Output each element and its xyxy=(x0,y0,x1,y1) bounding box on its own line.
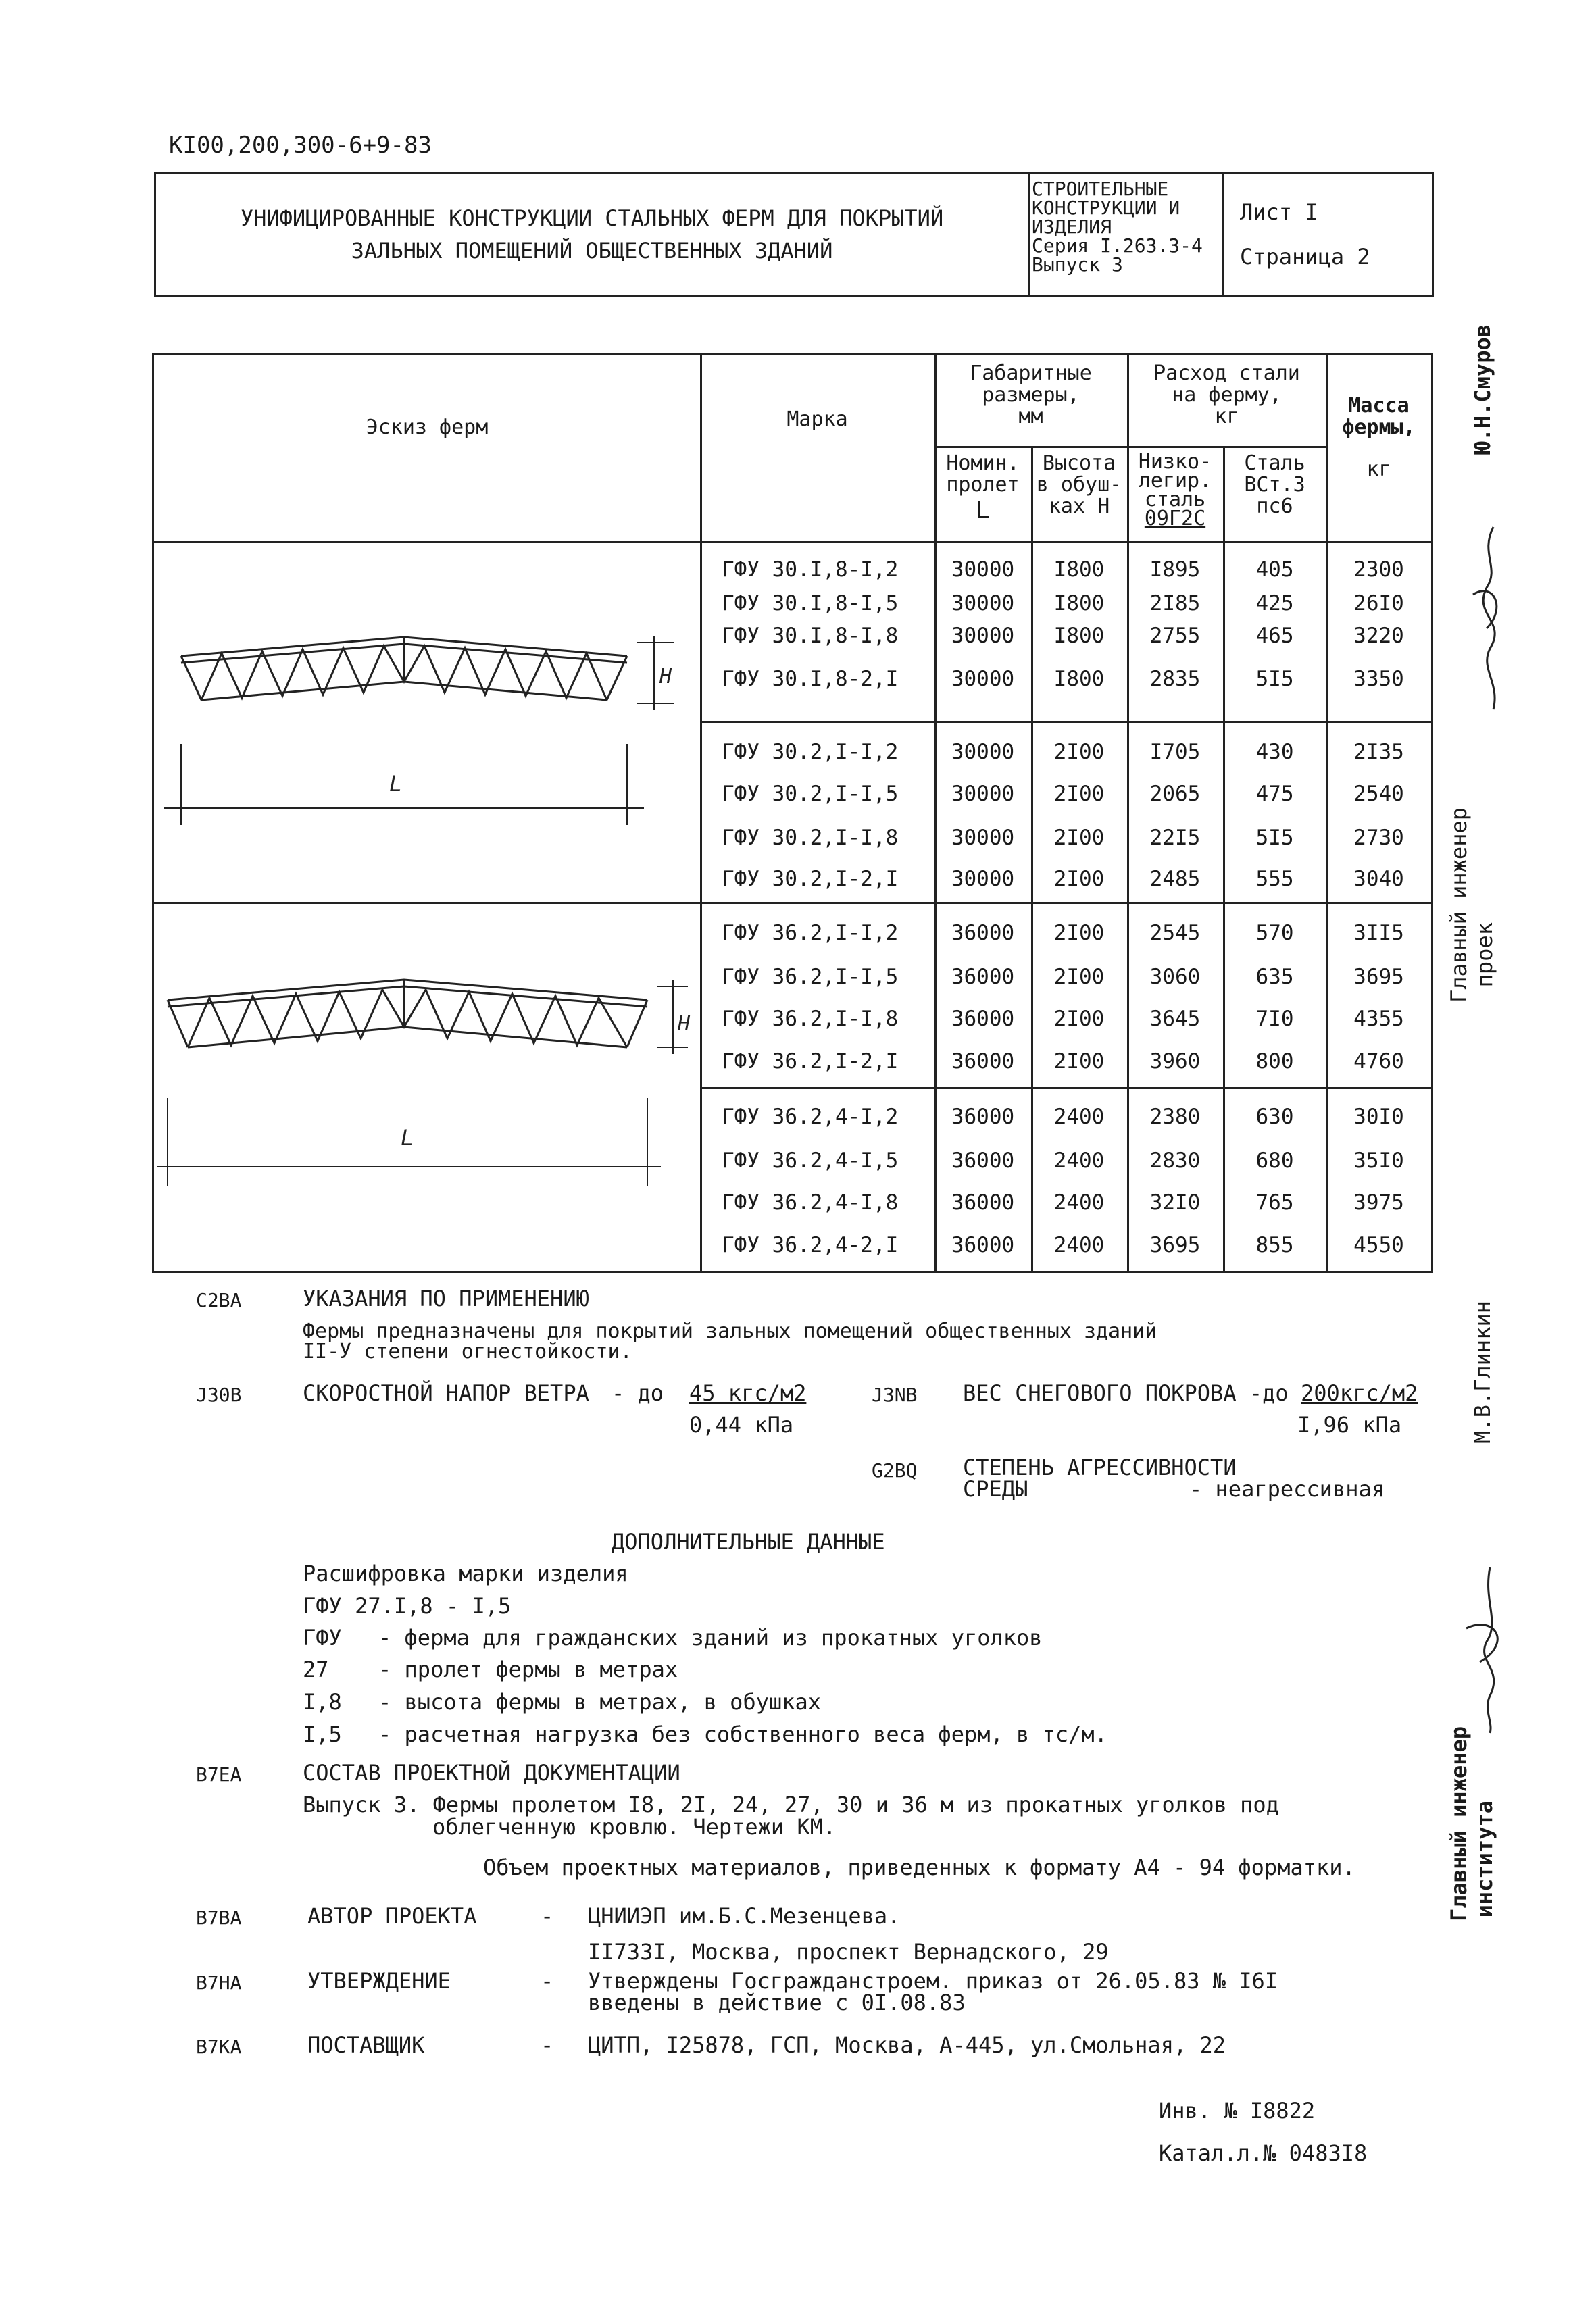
snow-label: ВЕС СНЕГОВОГО ПОКРОВА -до xyxy=(963,1380,1289,1406)
code-j3nb: J3NB xyxy=(872,1384,918,1406)
table-cell-mass: 3350 xyxy=(1353,667,1404,691)
truss-sketch-36 xyxy=(154,902,700,1271)
table-cell-low: 2835 xyxy=(1149,667,1201,691)
table-cell-height: 2400 xyxy=(1053,1233,1105,1257)
title-line-1: УНИФИЦИРОВАННЫЕ КОНСТРУКЦИИ СТАЛЬНЫХ ФЕРМ ДЛЯ ПОКРЫТИЙ xyxy=(240,205,944,231)
table-cell-st: 855 xyxy=(1255,1233,1294,1257)
margin-role-2-line-2: института xyxy=(1472,1801,1497,1918)
table-cell-span: 30000 xyxy=(951,782,1015,806)
table-cell-st: 465 xyxy=(1255,624,1294,648)
additional-title: ДОПОЛНИТЕЛЬНЫЕ ДАННЫЕ xyxy=(612,1529,885,1555)
wind-value-kpa: 0,44 кПа xyxy=(689,1412,794,1438)
table-cell-st: 5I5 xyxy=(1255,826,1294,850)
table-cell-mark: ГФУ 30.2,I-I,8 xyxy=(722,826,899,850)
grid-line xyxy=(700,1087,1431,1089)
table-cell-height: 2I00 xyxy=(1053,826,1105,850)
table-cell-height: 2I00 xyxy=(1053,965,1105,989)
decode-text: - ферма для гражданских зданий из прокатных уголков xyxy=(378,1625,1043,1651)
truss-table xyxy=(152,353,1433,1273)
header-low-alloy: Низко- легир. сталь 09Г2С xyxy=(1138,450,1212,530)
table-cell-mark: ГФУ 30.2,I-I,2 xyxy=(722,740,899,764)
table-cell-st: 5I5 xyxy=(1255,667,1294,691)
header-height: Высота в обуш- ках H xyxy=(1036,451,1122,518)
table-cell-low: 2830 xyxy=(1149,1149,1201,1173)
table-cell-mass: 2I35 xyxy=(1353,740,1404,764)
table-cell-st: 555 xyxy=(1255,867,1294,891)
table-cell-mark: ГФУ 30.I,8-I,8 xyxy=(722,624,899,648)
aggr-value: - неагрессивная xyxy=(1189,1476,1385,1502)
decode-text: - расчетная нагрузка без собственного веса ферм, в тс/м. xyxy=(378,1721,1107,1747)
table-cell-low: 2755 xyxy=(1149,624,1201,648)
table-cell-st: 425 xyxy=(1255,591,1294,615)
table-cell-mark: ГФУ 36.2,4-I,2 xyxy=(722,1105,899,1129)
table-cell-span: 30000 xyxy=(951,557,1015,582)
table-cell-low: 3960 xyxy=(1149,1049,1201,1074)
wind-label: СКОРОСТНОЙ НАПОР ВЕТРА xyxy=(303,1380,589,1406)
table-cell-st: 635 xyxy=(1255,965,1294,989)
table-cell-mass: 3220 xyxy=(1353,624,1404,648)
header-block xyxy=(154,172,1434,297)
sketch-l-label: L xyxy=(401,1125,414,1151)
composition-line-1: Выпуск 3. Фермы пролетом I8, 2I, 24, 27, 30 и 36 м из прокатных уголков под xyxy=(303,1792,1279,1817)
table-cell-low: 3695 xyxy=(1149,1233,1201,1257)
composition-volume: Объем проектных материалов, приведенных к формату А4 - 94 форматки. xyxy=(483,1855,1355,1880)
table-cell-height: 2400 xyxy=(1053,1149,1105,1173)
approval-dash: - xyxy=(541,1968,554,1994)
catalog-number: Катал.л.№ 0483I8 xyxy=(1159,2140,1368,2166)
table-cell-mark: ГФУ 36.2,I-I,2 xyxy=(722,921,899,945)
table-cell-span: 36000 xyxy=(951,1049,1015,1074)
author-dash: - xyxy=(541,1903,554,1929)
table-cell-low: 2545 xyxy=(1149,921,1201,945)
table-cell-low: I705 xyxy=(1149,740,1201,764)
table-cell-mark: ГФУ 36.2,4-2,I xyxy=(722,1233,899,1257)
aggr-label-2: СРЕДЫ xyxy=(963,1476,1028,1502)
table-cell-st: 630 xyxy=(1255,1105,1294,1129)
author-line-1: ЦНИИЭП им.Б.С.Мезенцева. xyxy=(588,1903,901,1929)
decode-title: Расшифровка марки изделия xyxy=(303,1561,628,1586)
grid-line xyxy=(1326,355,1328,1271)
table-cell-st: 800 xyxy=(1255,1049,1294,1074)
margin-role-2-line-1: Главный инженер xyxy=(1446,1726,1472,1921)
supplier-label: ПОСТАВЩИК xyxy=(307,2032,425,2058)
aggr-label-1: СТЕПЕНЬ АГРЕССИВНОСТИ xyxy=(963,1455,1237,1480)
wind-value: 45 кгс/м2 xyxy=(689,1380,807,1406)
inventory-number: Инв. № I8822 xyxy=(1159,2098,1316,2123)
table-cell-low: 2I85 xyxy=(1149,591,1201,615)
table-cell-low: I895 xyxy=(1149,557,1201,582)
table-cell-low: 22I5 xyxy=(1149,826,1201,850)
table-cell-span: 30000 xyxy=(951,667,1015,691)
table-cell-st: 765 xyxy=(1255,1190,1294,1215)
table-cell-low: 3060 xyxy=(1149,965,1201,989)
decode-key: ГФУ xyxy=(303,1625,342,1651)
table-cell-mark: ГФУ 36.2,4-I,8 xyxy=(722,1190,899,1215)
sketch-h-label: H xyxy=(659,665,672,688)
snow-value: 200кгс/м2 xyxy=(1301,1380,1418,1406)
series-line-4: Серия I.263.3-4 xyxy=(1032,234,1203,257)
application-title: УКАЗАНИЯ ПО ПРИМЕНЕНИЮ xyxy=(303,1286,589,1311)
approval-line-2: введены в действие с 0I.08.83 xyxy=(588,1990,966,2015)
table-cell-mark: ГФУ 36.2,4-I,5 xyxy=(722,1149,899,1173)
table-cell-height: I800 xyxy=(1053,624,1105,648)
table-cell-height: I800 xyxy=(1053,557,1105,582)
decode-key: I,8 xyxy=(303,1689,342,1715)
series-line-1: СТРОИТЕЛЬНЫЕ xyxy=(1032,178,1169,200)
table-cell-mass: 4550 xyxy=(1353,1233,1404,1257)
table-cell-st: 680 xyxy=(1255,1149,1294,1173)
decode-example: ГФУ 27.I,8 - I,5 xyxy=(303,1593,512,1619)
grid-line xyxy=(700,355,702,1271)
code-c2ba: C2BA xyxy=(196,1289,242,1311)
table-cell-height: I800 xyxy=(1053,667,1105,691)
table-cell-span: 30000 xyxy=(951,624,1015,648)
header-mark: Марка xyxy=(787,407,848,431)
series-line-5: Выпуск 3 xyxy=(1032,253,1123,276)
application-line-2: II-У степени огнестойкости. xyxy=(303,1340,632,1363)
table-cell-span: 30000 xyxy=(951,740,1015,764)
series-line-3: ИЗДЕЛИЯ xyxy=(1032,216,1112,238)
table-cell-low: 32I0 xyxy=(1149,1190,1201,1215)
table-cell-st: 430 xyxy=(1255,740,1294,764)
supplier-dash: - xyxy=(541,2032,554,2058)
header-sketch: Эскиз ферм xyxy=(366,416,489,439)
code-b7ha: B7HA xyxy=(196,1971,242,1994)
table-cell-mass: 4355 xyxy=(1353,1007,1404,1031)
table-cell-low: 2485 xyxy=(1149,867,1201,891)
decode-text: - пролет фермы в метрах xyxy=(378,1657,678,1682)
document-code: KI00,200,300-6+9-83 xyxy=(169,132,432,159)
title-line-2: ЗАЛЬНЫХ ПОМЕЩЕНИЙ ОБЩЕСТВЕННЫХ ЗДАНИЙ xyxy=(351,238,833,263)
table-cell-mark: ГФУ 30.I,8-2,I xyxy=(722,667,899,691)
table-cell-low: 2380 xyxy=(1149,1105,1201,1129)
table-cell-height: 2I00 xyxy=(1053,1049,1105,1074)
decode-key: 27 xyxy=(303,1657,329,1682)
margin-role-1-line-1: Главный инженер xyxy=(1446,807,1472,1003)
header-sheet xyxy=(1224,174,1432,295)
table-cell-height: 2I00 xyxy=(1053,921,1105,945)
table-cell-st: 475 xyxy=(1255,782,1294,806)
table-cell-span: 30000 xyxy=(951,867,1015,891)
truss-sketch-30 xyxy=(154,541,700,902)
table-cell-span: 36000 xyxy=(951,1233,1015,1257)
table-cell-span: 30000 xyxy=(951,591,1015,615)
table-cell-mass: 26I0 xyxy=(1353,591,1404,615)
table-cell-height: 2I00 xyxy=(1053,867,1105,891)
table-cell-mass: 3II5 xyxy=(1353,921,1404,945)
code-b7ea: B7EA xyxy=(196,1763,242,1786)
table-cell-span: 36000 xyxy=(951,1190,1015,1215)
margin-name-2: М.В.Глинкин xyxy=(1470,1301,1495,1444)
table-cell-height: 2I00 xyxy=(1053,740,1105,764)
table-cell-mass: 3695 xyxy=(1353,965,1404,989)
signature-2 xyxy=(1453,1561,1527,1736)
author-label: АВТОР ПРОЕКТА xyxy=(307,1903,477,1929)
table-cell-mark: ГФУ 30.2,I-I,5 xyxy=(722,782,899,806)
author-line-2: II733I, Москва, проспект Вернадского, 29 xyxy=(588,1939,1109,1965)
composition-title: СОСТАВ ПРОЕКТНОЙ ДОКУМЕНТАЦИИ xyxy=(303,1760,680,1786)
grid-line xyxy=(934,446,1326,448)
table-cell-mass: 35I0 xyxy=(1353,1149,1404,1173)
table-cell-mass: 4760 xyxy=(1353,1049,1404,1074)
table-cell-height: 2400 xyxy=(1053,1105,1105,1129)
header-title xyxy=(156,174,1030,295)
table-cell-span: 30000 xyxy=(951,826,1015,850)
code-b7ba: B7BA xyxy=(196,1907,242,1929)
table-cell-low: 3645 xyxy=(1149,1007,1201,1031)
table-cell-height: 2I00 xyxy=(1053,782,1105,806)
code-j30b: J30B xyxy=(196,1384,242,1406)
decode-key: I,5 xyxy=(303,1721,342,1747)
table-cell-mass: 30I0 xyxy=(1353,1105,1404,1129)
signature-1 xyxy=(1453,513,1527,716)
table-cell-st: 7I0 xyxy=(1255,1007,1294,1031)
header-dims: Габаритные размеры, мм xyxy=(970,361,1092,428)
table-cell-mark: ГФУ 30.2,I-2,I xyxy=(722,867,899,891)
table-cell-mass: 3975 xyxy=(1353,1190,1404,1215)
header-steel-vst: Сталь ВСт.3 пс6 xyxy=(1244,451,1305,518)
code-g2bq: G2BQ xyxy=(872,1459,918,1482)
table-cell-mark: ГФУ 36.2,I-2,I xyxy=(722,1049,899,1074)
table-cell-span: 36000 xyxy=(951,1007,1015,1031)
table-cell-mark: ГФУ 36.2,I-I,5 xyxy=(722,965,899,989)
margin-role-1-line-2: проек xyxy=(1472,922,1497,988)
table-cell-height: 2I00 xyxy=(1053,1007,1105,1031)
sketch-h-label: H xyxy=(678,1012,691,1036)
snow-value-kpa: I,96 кПа xyxy=(1297,1412,1402,1438)
page-number: Страница 2 xyxy=(1240,244,1370,270)
table-cell-span: 36000 xyxy=(951,1149,1015,1173)
header-steel: Расход стали на ферму, кг xyxy=(1153,361,1300,428)
grid-line xyxy=(700,721,1431,723)
table-cell-st: 570 xyxy=(1255,921,1294,945)
header-span: Номин. пролет L xyxy=(946,451,1020,524)
sheet-number: Лист I xyxy=(1240,199,1318,225)
decode-text: - высота фермы в метрах, в обушках xyxy=(378,1689,822,1715)
table-cell-st: 405 xyxy=(1255,557,1294,582)
code-b7ka: B7KA xyxy=(196,2036,242,2058)
header-series xyxy=(1028,174,1224,295)
header-mass: Масса фермы, кг xyxy=(1342,394,1416,481)
approval-line-1: Утверждены Госгражданстроем. приказ от 26.05.83 № I6I xyxy=(588,1968,1278,1994)
table-cell-span: 36000 xyxy=(951,921,1015,945)
table-cell-mass: 2730 xyxy=(1353,826,1404,850)
table-cell-height: I800 xyxy=(1053,591,1105,615)
table-cell-height: 2400 xyxy=(1053,1190,1105,1215)
table-cell-span: 36000 xyxy=(951,965,1015,989)
table-cell-mark: ГФУ 36.2,I-I,8 xyxy=(722,1007,899,1031)
table-cell-span: 36000 xyxy=(951,1105,1015,1129)
supplier-line-1: ЦИТП, I25878, ГСП, Москва, А-445, ул.Смольная, 22 xyxy=(588,2032,1226,2058)
table-cell-mass: 3040 xyxy=(1353,867,1404,891)
margin-name-1: Ю.Н.Смуров xyxy=(1470,324,1495,455)
wind-prefix: - до xyxy=(612,1380,664,1406)
application-line-1: Фермы предназначены для покрытий зальных помещений общественных зданий xyxy=(303,1319,1157,1343)
table-cell-low: 2065 xyxy=(1149,782,1201,806)
series-line-2: КОНСТРУКЦИИ И xyxy=(1032,197,1180,219)
approval-label: УТВЕРЖДЕНИЕ xyxy=(307,1968,451,1994)
table-cell-mark: ГФУ 30.I,8-I,2 xyxy=(722,557,899,582)
table-cell-mark: ГФУ 30.I,8-I,5 xyxy=(722,591,899,615)
table-cell-mass: 2300 xyxy=(1353,557,1404,582)
table-cell-mass: 2540 xyxy=(1353,782,1404,806)
composition-line-2: облегченную кровлю. Чертежи КМ. xyxy=(432,1814,837,1840)
sketch-l-label: L xyxy=(389,771,403,797)
